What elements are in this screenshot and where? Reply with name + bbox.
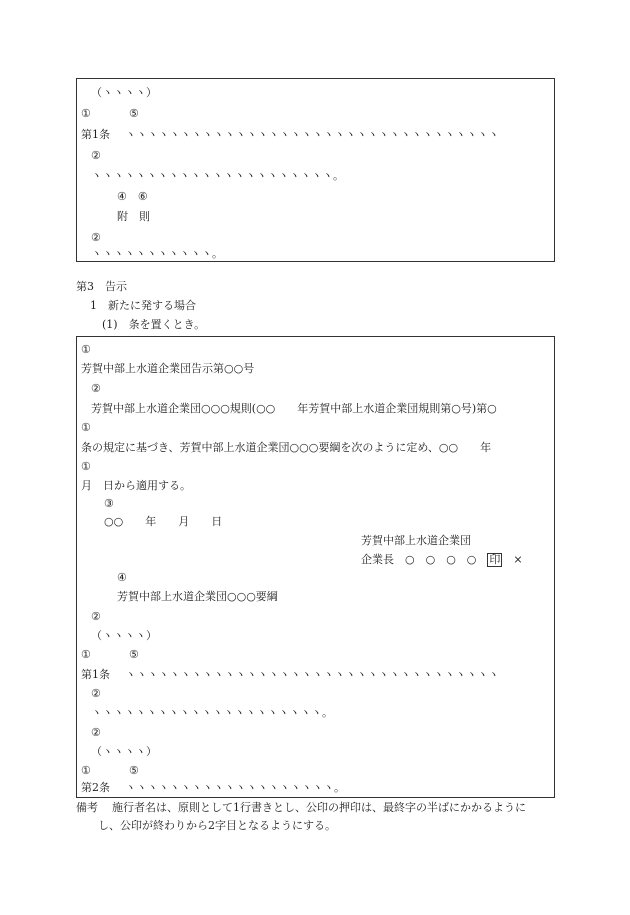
preamble-line: 芳賀中部上水道企業団○○○規則(○○ 年芳賀中部上水道企業団規則第○号)第○: [91, 402, 497, 415]
circled-number-5: ⑤: [129, 648, 139, 661]
note-line: し、公印が終わりから2字目となるようにする。: [98, 819, 336, 832]
seal-stamp: 印: [489, 553, 501, 566]
organization-name: 芳賀中部上水道企業団: [361, 534, 471, 547]
document-title: 芳賀中部上水道企業団○○○要綱: [117, 590, 278, 603]
article-text: ヽヽヽヽヽヽヽヽヽヽヽヽヽヽヽヽヽヽヽヽヽヽヽヽヽヽヽヽヽヽヽヽヽヽ: [125, 128, 499, 141]
supplementary-provisions: 附 則: [117, 210, 150, 223]
circled-number-1: ①: [81, 107, 91, 120]
circled-number-5: ⑤: [129, 107, 139, 120]
circled-number-2: ②: [91, 726, 101, 739]
circled-numbers-4-6: ④ ⑥: [117, 190, 148, 203]
circled-number-1: ①: [81, 421, 91, 434]
section-heading: 第3 告示: [76, 280, 127, 293]
subsection-heading: 1 新たに発する場合: [90, 299, 196, 312]
circled-number-1: ①: [81, 648, 91, 661]
signer-name: 企業長 ○ ○ ○ ○: [361, 553, 477, 566]
article-label: 第1条: [81, 128, 110, 141]
article-text: ヽヽヽヽヽヽヽヽヽヽヽヽヽヽヽヽヽヽヽヽヽヽヽヽヽヽヽヽヽヽヽヽヽヽ: [125, 668, 499, 681]
notice-number: 芳賀中部上水道企業団告示第○○号: [81, 362, 255, 375]
parenthetical-heading: （ヽヽヽヽ）: [91, 86, 157, 99]
body-line: ヽヽヽヽヽヽヽヽヽヽヽヽヽヽヽヽヽヽヽヽヽ。: [91, 706, 333, 719]
circled-number-1: ①: [81, 343, 91, 356]
circled-number-5: ⑤: [129, 764, 139, 777]
circled-number-1: ①: [81, 764, 91, 777]
article-label: 第1条: [81, 668, 110, 681]
circled-number-3: ③: [104, 497, 114, 510]
short-line: ヽヽヽヽヽヽヽヽヽヽヽ。: [91, 247, 223, 260]
sub-subsection-heading: (1) 条を置くとき。: [102, 318, 206, 331]
note-line: 施行者名は、原則として1行書きとし、公印の押印は、最終字の半ばにかかるように: [112, 801, 526, 814]
signer-line: [361, 553, 523, 567]
article-text: ヽヽヽヽヽヽヽヽヽヽヽヽヽヽヽヽヽヽヽ。: [125, 781, 345, 794]
preamble-line: 月 日から適用する。: [81, 479, 191, 492]
parenthetical-heading: （ヽヽヽヽ）: [91, 629, 157, 642]
date-line: ○○ 年 月 日: [104, 515, 223, 528]
circled-number-1: ①: [81, 460, 91, 473]
note-label: 備考: [76, 801, 98, 814]
preamble-line: 条の規定に基づき、芳賀中部上水道企業団○○○要綱を次のように定め、○○ 年: [81, 441, 492, 454]
circled-number-2: ②: [91, 231, 101, 244]
body-line: ヽヽヽヽヽヽヽヽヽヽヽヽヽヽヽヽヽヽヽヽヽヽ。: [91, 169, 344, 182]
circled-number-2: ②: [91, 382, 101, 395]
circled-number-2: ②: [91, 687, 101, 700]
notice-template-box: [76, 336, 555, 798]
form-box-continued: [76, 78, 555, 262]
article-label: 第2条: [81, 781, 110, 794]
circled-number-4: ④: [117, 571, 127, 584]
circled-number-2: ②: [91, 149, 101, 162]
parenthetical-heading: （ヽヽヽヽ）: [91, 745, 157, 758]
cross-mark: ×: [513, 553, 523, 566]
circled-number-2: ②: [91, 610, 101, 623]
